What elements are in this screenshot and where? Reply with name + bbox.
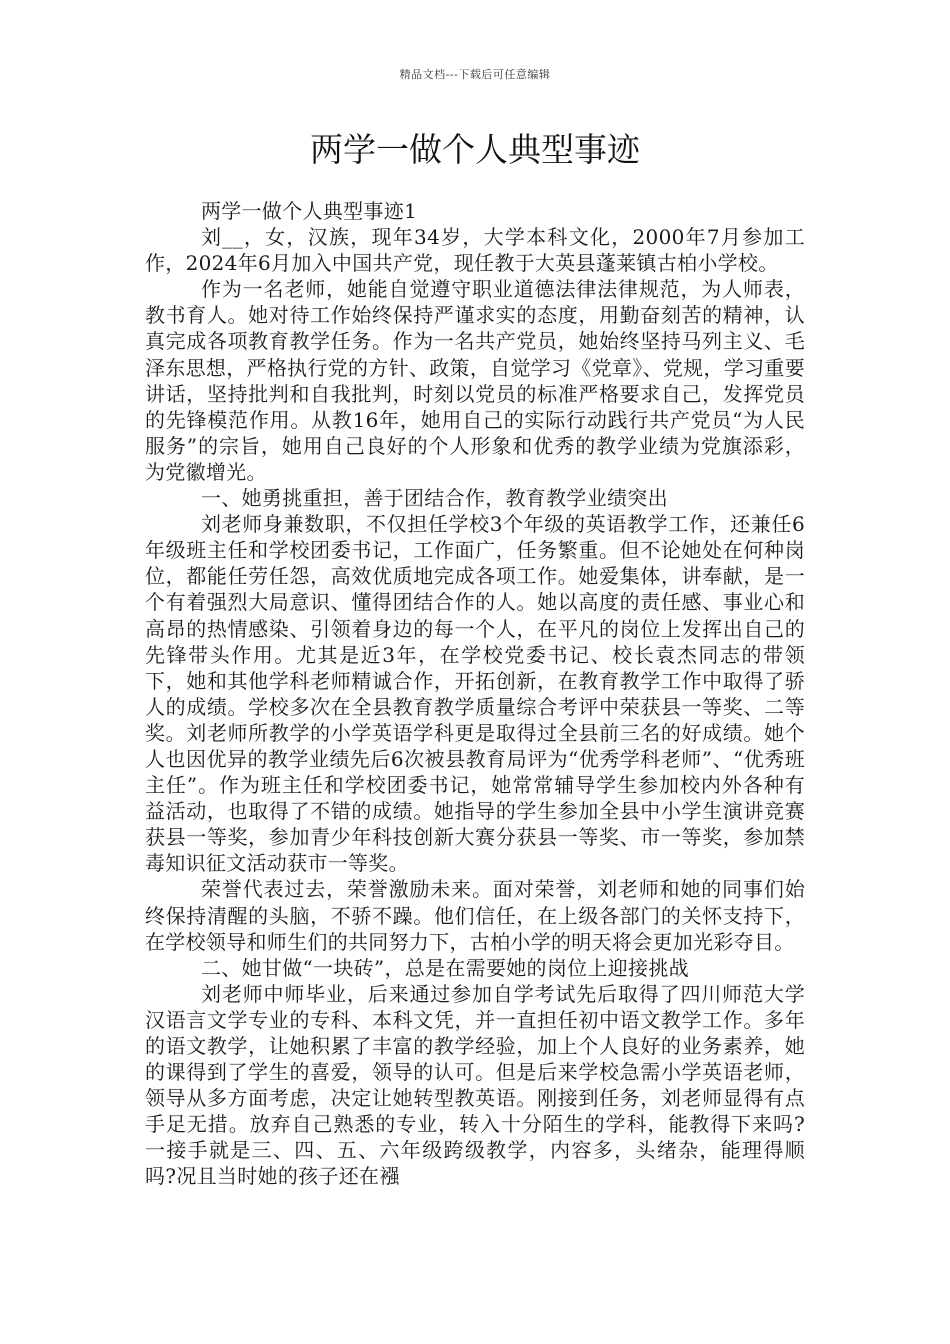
body-paragraph: 刘老师中师毕业，后来通过参加自学考试先后取得了四川师范大学汉语言文学专业的专科、本科文凭，并一直担任初中语文教学工作。多年的语文教学，让她积累了丰富的教学经验，加上个人良好的业务素养，她的课得到了学生的喜爱，领导的认可。但是后来学校急需小学英语老师，领导从多方面考虑，决定让她转型教英语。刚接到任务，刘老师显得有点手足无措。放弃自己熟悉的专业，转入十分陌生的学科，能教得下来吗?一接手就是三、四、五、六年级跨级教学，内容多，头绪杂，能理得顺吗?况且当时她的孩子还在襁 [145,981,805,1189]
page-header-note: 精品文档---下载后可任意编辑 [399,68,551,81]
document-body [145,198,805,1190]
section-heading: 一、她勇挑重担，善于团结合作，教育教学业绩突出 [201,486,668,511]
section-heading: 二、她甘做“一块砖”，总是在需要她的岗位上迎接挑战 [201,955,689,980]
document-title: 两学一做个人典型事迹 [310,130,640,169]
body-paragraph: 作为一名老师，她能自觉遵守职业道德法律法律规范，为人师表，教书育人。她对待工作始终保持严谨求实的态度，用勤奋刻苦的精神，认真完成各项教育教学任务。作为一名共产党员，她始终坚持马列主义、毛泽东思想，严格执行党的方针、政策，自觉学习《党章》、党规，学习重要讲话，坚持批判和自我批判，时刻以党员的标准严格要求自己，发挥党员的先锋模范作用。从教16年，她用自己的实际行动践行共产党员“为人民服务”的宗旨，她用自己良好的个人形象和优秀的教学业绩为党旗添彩，为党徽增光。 [145,277,805,484]
intro-paragraph: 刘__，女，汉族，现年34岁，大学本科文化，2000年7月参加工作，2024年6月加入中国共产党，现任教于大英县蓬莱镇古柏小学校。 [145,225,805,276]
body-paragraph: 荣誉代表过去，荣誉激励未来。面对荣誉，刘老师和她的同事们始终保持清醒的头脑，不骄不躁。他们信任，在上级各部门的关怀支持下，在学校领导和师生们的共同努力下，古柏小学的明天将会更加光彩夺目。 [145,877,805,954]
subtitle-paragraph: 两学一做个人典型事迹1 [201,199,418,223]
body-paragraph: 刘老师身兼数职，不仅担任学校3个年级的英语教学工作，还兼任6年级班主任和学校团委书记，工作面广，任务繁重。但不论她处在何种岗位，都能任劳任怨，高效优质地完成各项工作。她爱集体，讲奉献，是一个有着强烈大局意识、懂得团结合作的人。她以高度的责任感、事业心和高昂的热情感染、引领着身边的每一个人，在平凡的岗位上发挥出自己的先锋带头作用。尤其是近3年，在学校党委书记、校长袁杰同志的带领下，她和其他学科老师精诚合作，开拓创新，在教育教学工作中取得了骄人的成绩。学校多次在全县教育教学质量综合考评中荣获县一等奖、二等奖。刘老师所教学的小学英语学科更是取得过全县前三名的好成绩。她个人也因优异的教学业绩先后6次被县教育局评为“优秀学科老师”、“优秀班主任”。作为班主任和学校团委书记，她常常辅导学生参加校内外各种有益活动，也取得了不错的成绩。她指导的学生参加全县中小学生演讲竞赛获县一等奖，参加青少年科技创新大赛分获县一等奖、市一等奖，参加禁毒知识征文活动获市一等奖。 [145,512,805,876]
